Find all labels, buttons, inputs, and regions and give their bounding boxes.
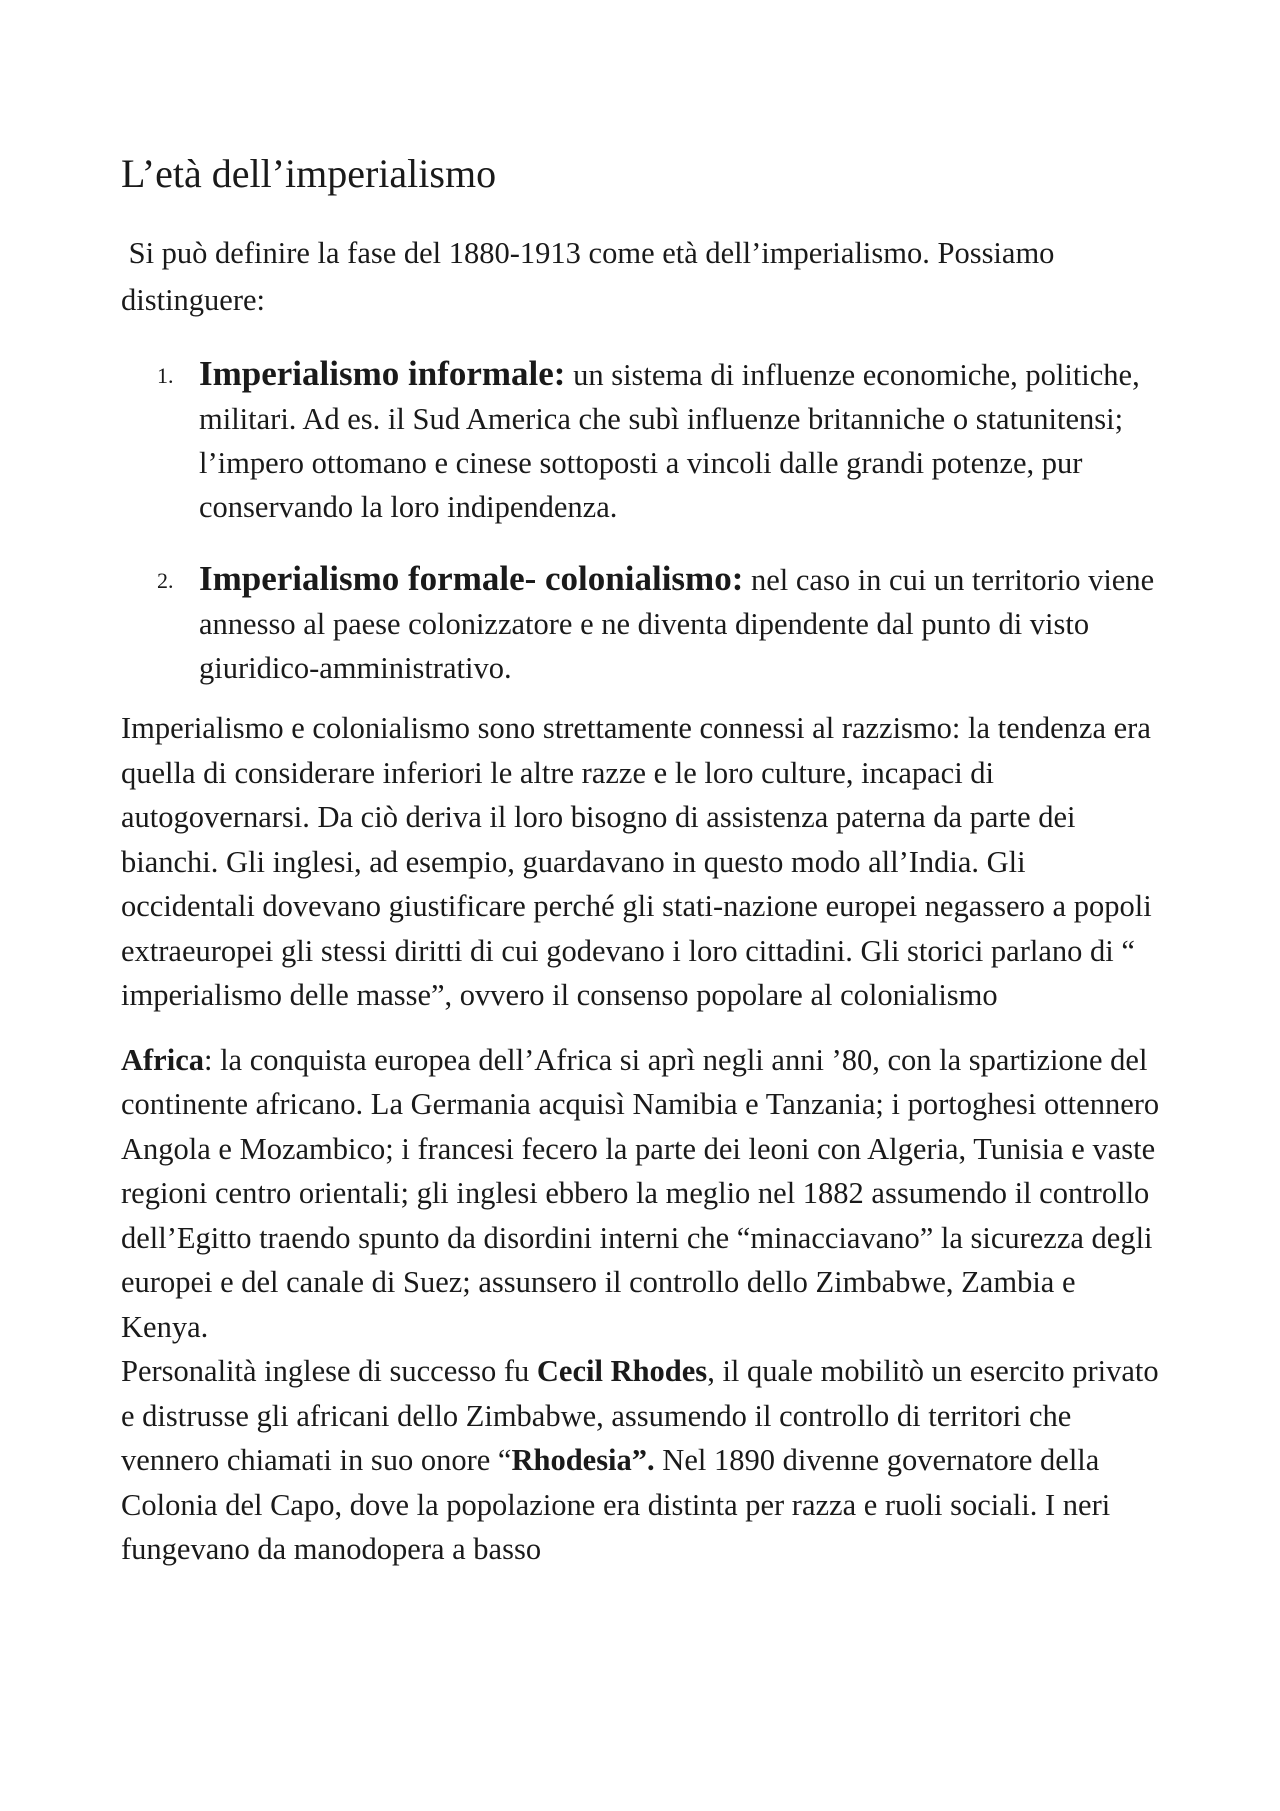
list-item-number: 1. bbox=[157, 363, 174, 388]
page-title: L’età dell’imperialismo bbox=[121, 151, 497, 196]
list-item bbox=[121, 557, 1161, 690]
intro-paragraph: Si può definire la fase del 1880-1913 come età dell’imperialismo. Possiamo distinguere: bbox=[121, 236, 1063, 317]
list-item-term: Imperialismo formale- colonialismo: bbox=[199, 559, 744, 598]
rhodes-text-after: Nel 1890 divenne governatore della Colonia del Capo, dove la popolazione era distinta per razza e ruoli sociali. I neri fungevano da manodopera a basso bbox=[121, 1443, 1111, 1566]
africa-paragraph bbox=[121, 1038, 1161, 1350]
rhodes-paragraph bbox=[121, 1349, 1161, 1572]
racism-paragraph: Imperialismo e colonialismo sono strettamente connessi al razzismo: la tendenza era quella di considerare inferiori le altre razze e le loro culture, incapaci di autogovernarsi. Da ciò deriva il loro bisogno di assistenza paterna da parte dei bianchi. Gli inglesi, ad esempio, guardavano in questo modo all’India. Gli occidentali dovevano giustificare perché gli stati-nazione europei negassero a popoli extraeuropei gli stessi diritti di cui godevano i loro cittadini. Gli storici parlano di “ imperialismo delle masse”, ovvero il consenso popolare al colonialismo bbox=[121, 711, 1152, 1012]
rhodes-text-middle: , il quale mobilitò un esercito privato e distrusse gli africani dello Zimbabwe, assumendo il controllo di territori che vennero chiamati in suo onore “ bbox=[121, 1354, 1159, 1477]
rhodes-name: Cecil Rhodes bbox=[536, 1354, 708, 1388]
africa-label: Africa bbox=[121, 1042, 204, 1077]
rhodesia-term: Rhodesia”. bbox=[511, 1443, 655, 1477]
list-item-term: Imperialismo informale: bbox=[199, 354, 566, 393]
document-content bbox=[121, 148, 1161, 1572]
imperialism-types-list bbox=[121, 352, 1161, 690]
list-item-text: nel caso in cui un territorio viene annesso al paese colonizzatore e ne diventa dipendente dal punto di visto giuridico-amministrativo. bbox=[199, 563, 1155, 685]
list-item-number: 2. bbox=[157, 568, 174, 593]
africa-text: : la conquista europea dell’Africa si aprì negli anni ’80, con la spartizione del continente africano. La Germania acquisì Namibia e Tanzania; i portoghesi ottennero Angola e Mozambico; i francesi fecero la parte dei leoni con Algeria, Tunisia e vaste regioni centro orientali; gli inglesi ebbero la meglio nel 1882 assumendo il controllo dell’Egitto traendo spunto da disordini interni che “minacciavano” la sicurezza degli europei e del canale di Suez; assunsero il controllo dello Zimbabwe, Zambia e Kenya. bbox=[121, 1042, 1160, 1344]
list-item bbox=[121, 352, 1161, 529]
list-item-text: un sistema di influenze economiche, politiche, militari. Ad es. il Sud America che subì influenze britanniche o statunitensi; l’impero ottomano e cinese sottoposti a vincoli dalle grandi potenze, pur conservando la loro indipendenza. bbox=[199, 358, 1140, 524]
rhodes-text-before: Personalità inglese di successo fu bbox=[121, 1354, 537, 1388]
